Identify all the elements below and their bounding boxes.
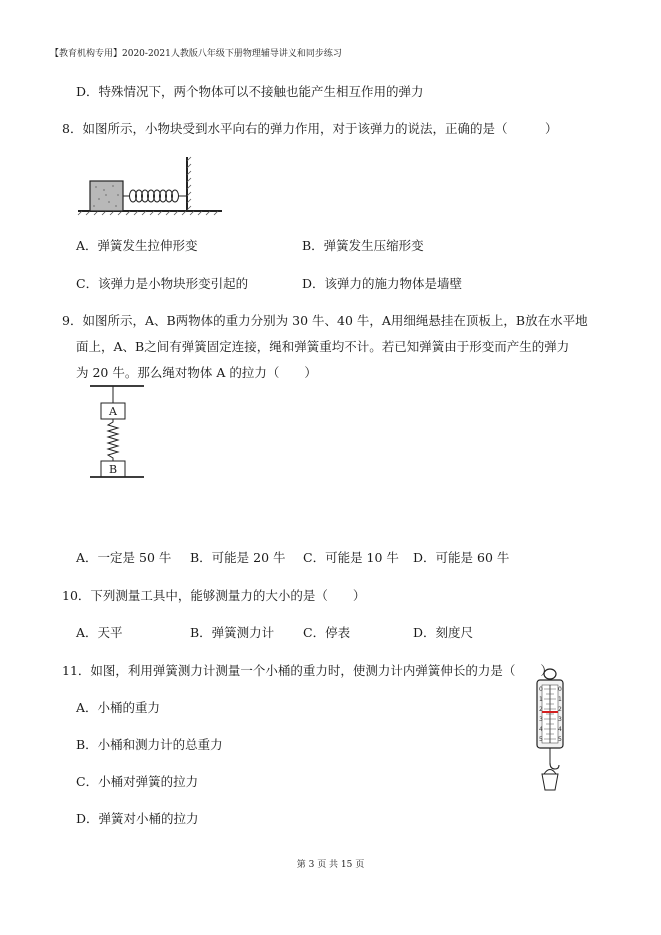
q9-stem-line3: 为 20 牛。那么绳对物体 A 的拉力（ ） [76, 365, 317, 380]
scale-left-0: 0 [539, 686, 543, 693]
q11-option-d[interactable]: D．弹簧对小桶的拉力 [76, 811, 199, 826]
q10-option-b[interactable]: B．弹簧测力计 [190, 625, 275, 640]
q9-stem-line2: 面上，A、B之间有弹簧固定连接，绳和弹簧重均不计。若已知弹簧由于形变而产生的弹力 [76, 339, 570, 354]
q8-option-c[interactable]: C．该弹力是小物块形变引起的 [76, 276, 249, 291]
q9-option-d[interactable]: D．可能是 60 牛 [413, 550, 510, 565]
q11-stem: 11．如图，利用弹簧测力计测量一个小桶的重力时，使测力计内弹簧伸长的力是（ ） [62, 663, 553, 678]
q8-option-b[interactable]: B．弹簧发生压缩形变 [302, 238, 424, 253]
q11-option-c[interactable]: C．小桶对弹簧的拉力 [76, 774, 199, 789]
scale-left-5: 5 [539, 736, 543, 743]
scale-right-5: 5 [558, 736, 562, 743]
q10-option-a[interactable]: A．天平 [76, 625, 123, 640]
q11-option-a[interactable]: A．小桶的重力 [76, 700, 161, 715]
q10-option-d[interactable]: D．刻度尺 [413, 625, 474, 640]
scale-right-3: 3 [558, 716, 562, 723]
page-header: 【教育机构专用】2020-2021人教版八年级下册物理辅导讲义和同步练习 [50, 49, 342, 59]
q11-figure [528, 668, 578, 796]
top-ring [544, 669, 556, 679]
vertical-spring [108, 419, 118, 461]
bucket-handle [544, 770, 556, 775]
q9-stem-line1: 9．如图所示，A、B两物体的重力分别为 30 牛、40 牛，A用细绳悬挂在顶板上，B放在水平地 [62, 313, 588, 328]
q8-figure [76, 155, 226, 215]
block-a-label: A [109, 405, 117, 418]
scale-left-4: 4 [539, 726, 543, 733]
hook-icon [550, 763, 559, 769]
q10-option-c[interactable]: C．停表 [303, 625, 351, 640]
scale-right-2: 2 [558, 706, 562, 713]
block-b-label: B [108, 463, 118, 476]
spring [123, 190, 187, 202]
q8-option-a[interactable]: A．弹簧发生拉伸形变 [76, 238, 198, 253]
page-footer: 第 3 页 共 15 页 [296, 860, 365, 870]
scale-right-1: 1 [558, 696, 562, 703]
scale-left-1: 1 [539, 696, 543, 703]
q11-option-b[interactable]: B．小桶和测力计的总重力 [76, 737, 223, 752]
q9-option-c[interactable]: C．可能是 10 牛 [303, 550, 399, 565]
q7-option-d[interactable]: D．特殊情况下，两个物体可以不接触也能产生相互作用的弹力 [76, 84, 424, 99]
bucket [542, 774, 558, 790]
q8-option-d[interactable]: D．该弹力的施力物体是墙壁 [302, 276, 463, 291]
scale-left-3: 3 [539, 716, 543, 723]
q10-stem: 10．下列测量工具中，能够测量力的大小的是（ ） [62, 588, 366, 603]
block [90, 181, 123, 211]
q9-option-a[interactable]: A．一定是 50 牛 [76, 550, 172, 565]
scale-left-2: 2 [539, 706, 543, 713]
q9-figure [88, 384, 148, 479]
q8-stem: 8．如图所示，小物块受到水平向右的弹力作用，对于该弹力的说法，正确的是（ ） [62, 121, 558, 136]
q9-option-b[interactable]: B．可能是 20 牛 [190, 550, 286, 565]
scale-right-0: 0 [558, 686, 562, 693]
scale-right-4: 4 [558, 726, 562, 733]
